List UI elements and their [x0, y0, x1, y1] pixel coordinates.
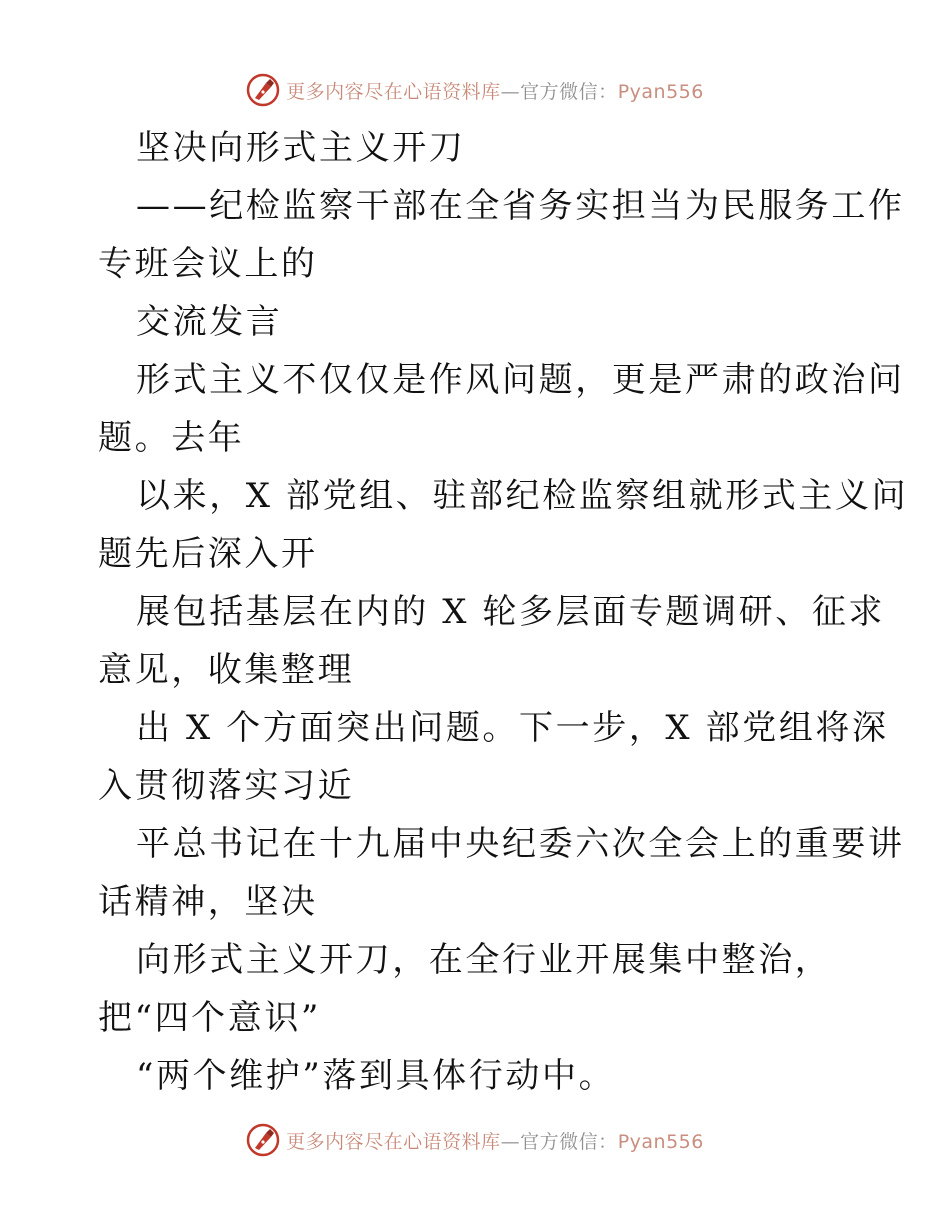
paragraph-line: 意见，收集整理 — [98, 650, 355, 690]
paragraph-line: 入贯彻落实习近 — [98, 766, 355, 806]
paragraph-line: 题。去年 — [98, 418, 245, 458]
paragraph-line: 以来，X 部党组、驻部纪检监察组就形式主义问 — [136, 476, 909, 516]
pen-nib-logo-icon — [246, 73, 280, 107]
paragraph-line: “两个维护”落到具体行动中。 — [136, 1056, 616, 1096]
paragraph-line: 平总书记在十九届中央纪委六次全会上的重要讲 — [136, 824, 905, 864]
doc-title: 坚决向形式主义开刀 — [136, 128, 466, 168]
header-watermark — [0, 70, 950, 110]
footer-watermark — [0, 1120, 950, 1160]
pen-nib-logo-icon — [246, 1123, 280, 1157]
paragraph-line: 展包括基层在内的 X 轮多层面专题调研、征求 — [136, 592, 886, 632]
paragraph-line: 向形式主义开刀，在全行业开展集中整治， — [136, 940, 832, 980]
doc-subtitle-line-3: 交流发言 — [136, 302, 283, 342]
watermark-label: 官方微信： — [520, 80, 618, 103]
watermark-label: 官方微信： — [520, 1130, 618, 1153]
paragraph-line: 题先后深入开 — [98, 534, 318, 574]
paragraph-line: 把“四个意识” — [98, 998, 321, 1038]
watermark-main: 更多内容尽在心语资料库 — [286, 1130, 501, 1153]
watermark-text — [286, 1127, 704, 1154]
paragraph-line: 形式主义不仅仅是作风问题，更是严肃的政治问 — [136, 360, 905, 400]
paragraph-line: 话精神，坚决 — [98, 882, 318, 922]
doc-subtitle-line-2: 专班会议上的 — [98, 244, 318, 284]
watermark-separator: — — [500, 80, 521, 103]
doc-subtitle-line-1: ——纪检监察干部在全省务实担当为民服务工作 — [136, 186, 905, 226]
watermark-text — [286, 77, 704, 104]
watermark-id: Pyan556 — [617, 80, 704, 103]
paragraph-line: 出 X 个方面突出问题。下一步，X 部党组将深 — [136, 708, 889, 748]
watermark-separator: — — [500, 1130, 521, 1153]
watermark-id: Pyan556 — [617, 1130, 704, 1153]
watermark-main: 更多内容尽在心语资料库 — [286, 80, 501, 103]
